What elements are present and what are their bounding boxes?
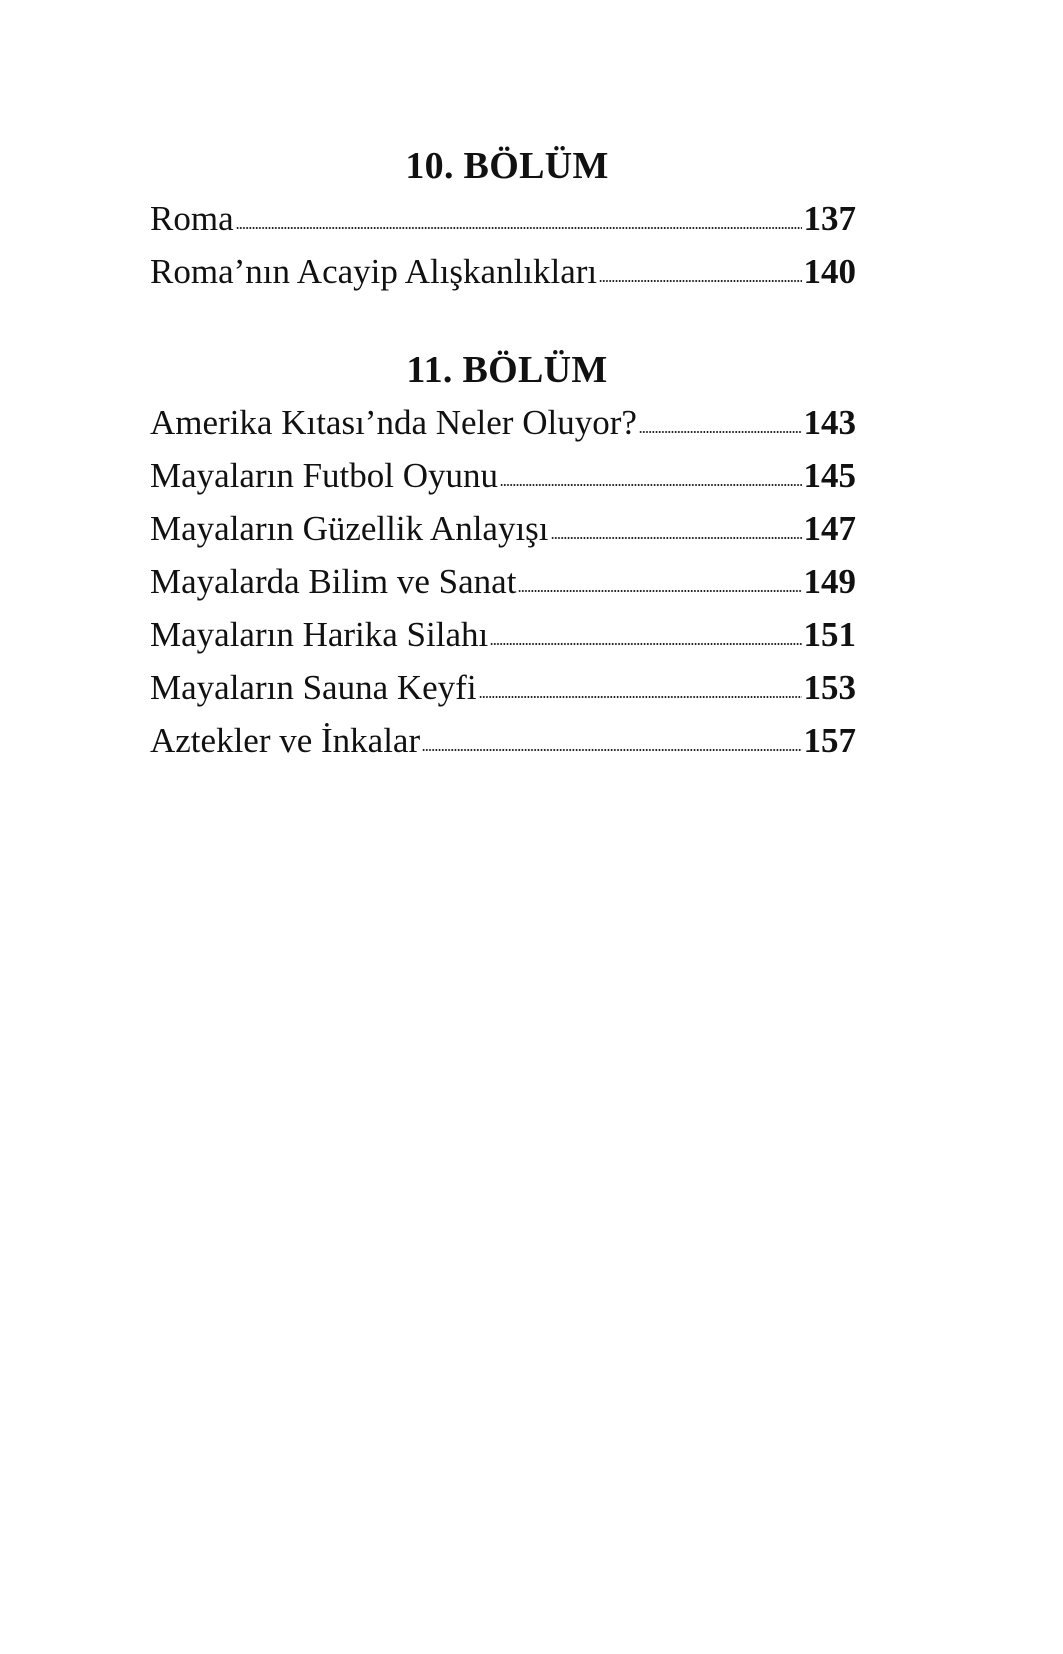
entry-page-number: 140	[803, 252, 856, 291]
toc-entry[interactable]	[150, 192, 856, 245]
entry-title: Mayalarda Bilim ve Sanat	[150, 562, 517, 601]
entry-title: Mayaların Güzellik Anlayışı	[150, 509, 549, 548]
toc-entry[interactable]	[150, 396, 856, 449]
entry-title: Mayaların Harika Silahı	[150, 615, 489, 654]
dot-leader	[490, 643, 801, 645]
dot-leader	[422, 749, 801, 751]
toc-entry[interactable]	[150, 555, 856, 608]
entry-title: Roma’nın Acayip Alışkanlıkları	[150, 252, 598, 291]
dot-leader	[599, 280, 801, 282]
entry-page-number: 147	[803, 509, 856, 548]
dot-leader	[236, 227, 802, 229]
entry-page-number: 153	[803, 668, 856, 707]
dot-leader	[518, 590, 801, 592]
toc-entry[interactable]	[150, 714, 856, 767]
entry-page-number: 157	[803, 721, 856, 760]
entry-title: Mayaların Sauna Keyfi	[150, 668, 477, 707]
chapter-11	[150, 344, 856, 767]
entry-title: Amerika Kıtası’nda Neler Oluyor?	[150, 403, 637, 442]
entry-title: Mayaların Futbol Oyunu	[150, 456, 499, 495]
toc-entry[interactable]	[150, 502, 856, 555]
table-of-contents	[150, 140, 856, 813]
toc-entry[interactable]	[150, 245, 856, 298]
entry-page-number: 143	[803, 403, 856, 442]
dot-leader	[479, 696, 802, 698]
entry-title: Aztekler ve İnkalar	[150, 721, 421, 760]
chapter-title: 11. BÖLÜM	[406, 349, 608, 391]
chapter-title: 10. BÖLÜM	[405, 145, 609, 187]
entry-page-number: 149	[803, 562, 856, 601]
entry-list	[150, 396, 856, 767]
entry-page-number: 151	[803, 615, 856, 654]
toc-entry[interactable]	[150, 661, 856, 714]
entry-title: Roma	[150, 199, 234, 238]
entry-page-number: 137	[803, 199, 856, 238]
dot-leader	[639, 431, 802, 433]
entry-page-number: 145	[803, 456, 856, 495]
dot-leader	[551, 537, 802, 539]
toc-entry[interactable]	[150, 608, 856, 661]
dot-leader	[500, 484, 801, 486]
toc-entry[interactable]	[150, 449, 856, 502]
chapter-10	[150, 140, 856, 298]
entry-list	[150, 192, 856, 298]
